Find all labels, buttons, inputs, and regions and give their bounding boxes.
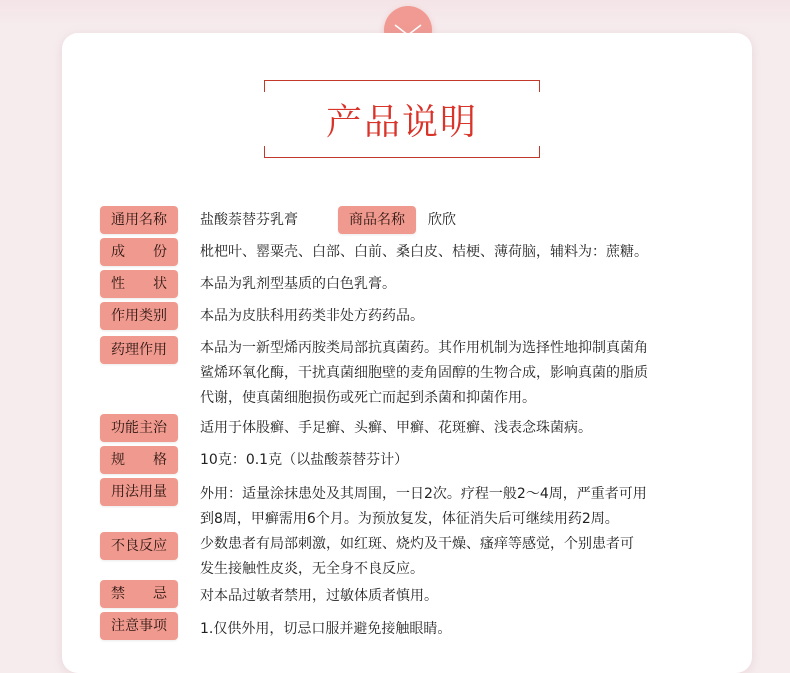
value-pharmacology: [200, 336, 648, 411]
value-line: 少数患者有局部刺激，如红斑、烧灼及干燥、瘙痒等感觉，个别患者可: [200, 536, 634, 552]
value-line: 发生接触性皮炎，无全身不良反应。: [200, 561, 424, 577]
value-generic-name: [200, 208, 298, 233]
label-precautions: 注意事项: [100, 612, 178, 640]
value-adverse-reactions: [200, 532, 634, 582]
value-line: 鲨烯环氧化酶，干扰真菌细胞壁的麦角固醇的生物合成，影响真菌的脂质: [200, 365, 648, 381]
label-contraindications: 禁 忌: [100, 580, 178, 608]
value-indications: [200, 416, 592, 441]
value-contraindications: [200, 584, 438, 609]
value-line: 枇杷叶、罂粟壳、白部、白前、桑白皮、桔梗、薄荷脑，辅料为：蔗糖。: [200, 244, 648, 260]
value-line: 本品为一新型烯丙胺类局部抗真菌药。其作用机制为选择性地抑制真菌角: [200, 340, 648, 356]
value-line: 适用于体股癣、手足癣、头癣、甲癣、花斑癣、浅表念珠菌病。: [200, 420, 592, 436]
label-appearance: 性 状: [100, 270, 178, 298]
value-appearance: [200, 272, 396, 297]
label-adverse-reactions: 不良反应: [100, 532, 178, 560]
value-line: 本品为皮肤科用药类非处方药药品。: [200, 308, 424, 324]
value-precautions: [200, 617, 451, 642]
value-line: 对本品过敏者禁用，过敏体质者慎用。: [200, 588, 438, 604]
label-pharmacology: 药理作用: [100, 336, 178, 364]
value-line: 10克：0.1克（以盐酸萘替芬计）: [200, 452, 409, 468]
value-ingredients: [200, 240, 648, 265]
label-brand-name: 商品名称: [338, 206, 416, 234]
value-line: 本品为乳剂型基质的白色乳膏。: [200, 276, 396, 292]
title-frame: [264, 80, 540, 158]
label-generic-name: 通用名称: [100, 206, 178, 234]
value-line: 盐酸萘替芬乳膏: [200, 212, 298, 228]
value-brand-name: 欣欣: [428, 212, 456, 228]
value-line: 外用：适量涂抹患处及其周围，一日2次。疗程一般2～4周，严重者可用: [200, 486, 647, 502]
value-specification: [200, 448, 408, 473]
label-ingredients: 成 份: [100, 238, 178, 266]
value-line: 到8周，甲癣需用6个月。为预放复发，体征消失后可继续用药2周。: [200, 511, 619, 527]
label-category: 作用类别: [100, 302, 178, 330]
label-specification: 规 格: [100, 446, 178, 474]
label-indications: 功能主治: [100, 414, 178, 442]
page-title: 产品说明: [325, 101, 478, 143]
value-line: 代谢，使真菌细胞损伤或死亡而起到杀菌和抑菌作用。: [200, 390, 536, 406]
value-line: 1.仅供外用，切忌口服并避免接触眼睛。: [200, 621, 452, 637]
value-category: [200, 304, 424, 329]
value-dosage: [200, 482, 647, 532]
label-dosage: 用法用量: [100, 478, 178, 506]
